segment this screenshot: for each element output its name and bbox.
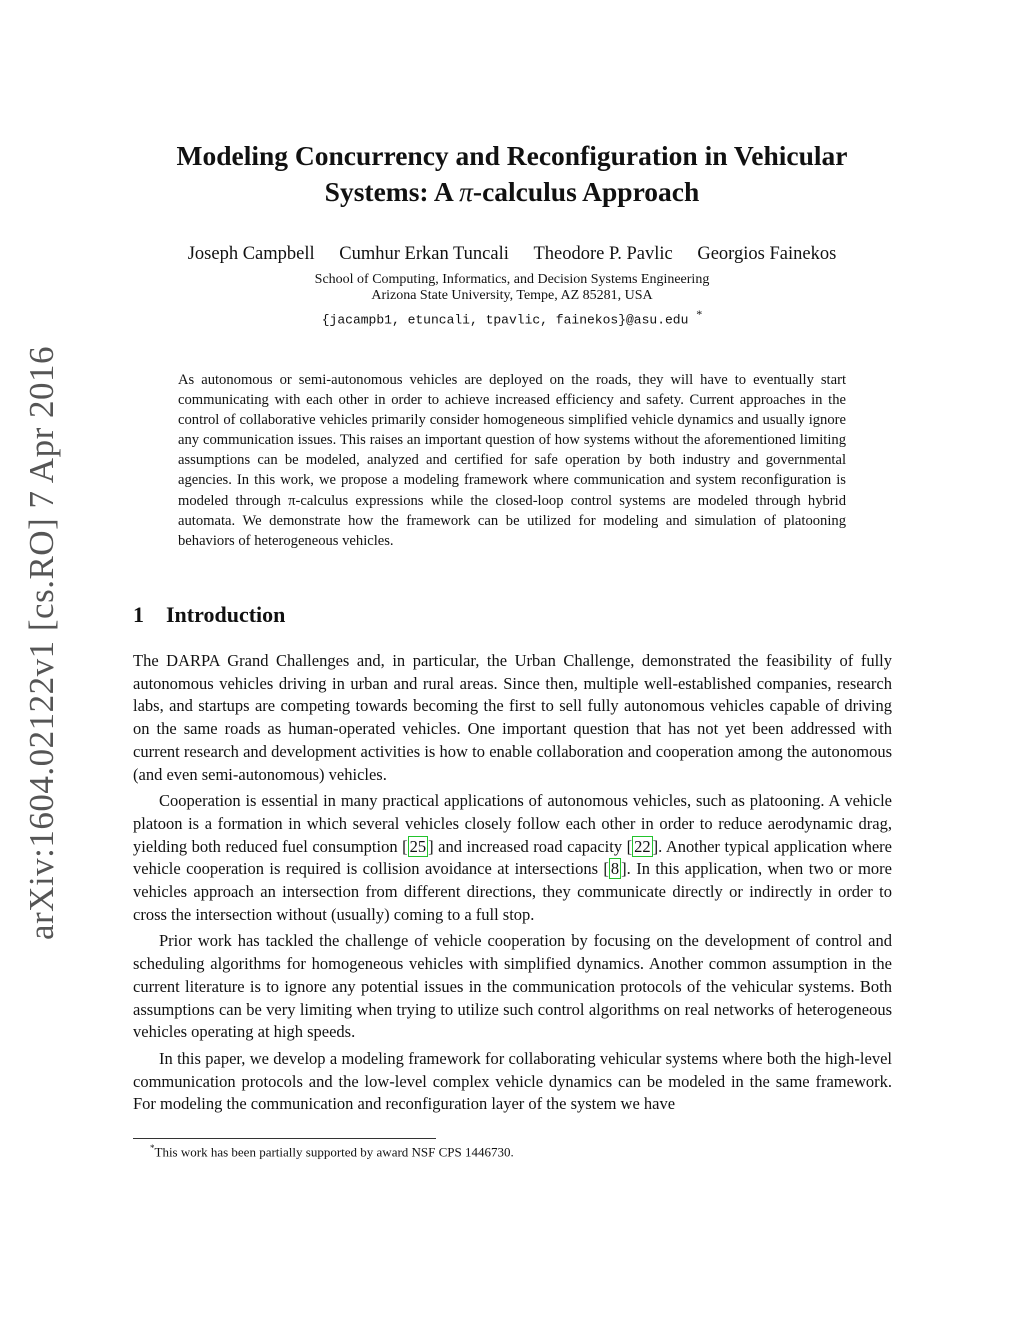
author-name: Theodore P. Pavlic (533, 244, 673, 264)
footnote-marker[interactable]: * (696, 307, 703, 321)
paragraph-text: ] and increased road capacity [ (428, 836, 633, 856)
body-text (133, 650, 892, 1116)
author-name: Cumhur Erkan Tuncali (339, 244, 509, 264)
paragraph: In this paper, we develop a modeling framework for collaborating vehicular systems where both the high-level communication protocols and the low-level complex vehicle dynamics can be modeled in the same framework. For modeling the communication and reconfiguration layer of the system we have (133, 1048, 892, 1114)
author-list (100, 244, 924, 265)
title-line-1: Modeling Concurrency and Reconfiguration in Vehicular (176, 140, 848, 171)
paragraph-text: ]. In this application, when two or more vehicles approach an intersection from different directions, they communicate directly or indirectly in order to cross the intersection without (usually) coming to a full stop. (133, 859, 892, 924)
paragraph-text: ]. Another typical application where vehicle cooperation is required is collision avoidance at intersections [ (133, 836, 892, 879)
citation-link[interactable]: 22 (634, 836, 651, 856)
author-name: Georgios Fainekos (697, 244, 837, 264)
footnote-mark: * (150, 1143, 155, 1153)
paragraph-text: Cooperation is essential in many practical applications of autonomous vehicles, such as platooning. A vehicle platoon is a formation in which several vehicles closely follow each other in order to reduce aerodynamic drag, yielding both reduced fuel consumption [ (133, 791, 892, 856)
footnote-text: This work has been partially supported by award NSF CPS 1446730. (154, 1144, 514, 1160)
abstract: As autonomous or semi-autonomous vehicles are deployed on the roads, they will have to eventually start communicating with each other in order to achieve increased efficiency and safety. Current approaches in the control of collaborative vehicles primarily consider homogeneous simplified vehicle dynamics and usually ignore any communication issues. This raises an important question of how systems without the aforementioned limiting assumptions can be modeled, analyzed and certified for safe operation by both industry and governmental agencies. In this work, we propose a modeling framework where communication and system reconfiguration is modeled through π-calculus expressions while the closed-loop control systems are modeled through hybrid automata. We demonstrate how the framework can be utilized for modeling and simulation of platooning behaviors of heterogeneous vehicles. (178, 372, 846, 549)
paper-title (100, 138, 924, 210)
section-heading (133, 602, 285, 628)
citation-link[interactable]: 25 (409, 836, 427, 856)
author-emails[interactable] (100, 307, 924, 327)
author-name: Joseph Campbell (187, 244, 315, 264)
title-line-2-start: Systems: A (324, 176, 460, 207)
arxiv-identifier: arXiv:1604.02122v1 [cs.RO] 7 Apr 2016 (22, 345, 61, 941)
email-address[interactable]: {jacampb1, etuncali, tpavlic, fainekos}@asu.edu (321, 312, 689, 328)
section-title: Introduction (166, 602, 286, 627)
affiliation-university: Arizona State University, Tempe, AZ 85281, USA (371, 288, 653, 303)
citation-link[interactable]: 8 (610, 859, 620, 879)
paragraph: The DARPA Grand Challenges and, in particular, the Urban Challenge, demonstrated the feasibility of fully autonomous vehicles driving in urban and rural areas. Since then, multiple well-established companies, research labs, and startups are competing towards becoming the first to sell fully autonomous vehicles capable of driving on the same roads as human-operated vehicles. One important question that has not yet been addressed with current research and development activities is how to enable collaboration and cooperation among the autonomous (and even semi-autonomous) vehicles. (133, 651, 892, 784)
pi-symbol: π (459, 176, 473, 207)
footnote (150, 1143, 514, 1160)
paragraph (133, 790, 892, 926)
affiliation-department: School of Computing, Informatics, and Decision Systems Engineering (314, 272, 710, 287)
title-line-2-end: -calculus Approach (472, 176, 700, 207)
section-number: 1 (133, 602, 144, 627)
title-line-2 (100, 174, 924, 210)
footnote-divider (133, 1138, 436, 1139)
paragraph: Prior work has tackled the challenge of vehicle cooperation by focusing on the development of control and scheduling algorithms for homogeneous vehicles with simplified dynamics. Another common assumption in the current literature is to ignore any potential issues in the communication protocols of the vehicular systems. Both assumptions can be very limiting when trying to utilize such control algorithms on real networks of heterogeneous vehicles operating at high speeds. (133, 931, 892, 1042)
